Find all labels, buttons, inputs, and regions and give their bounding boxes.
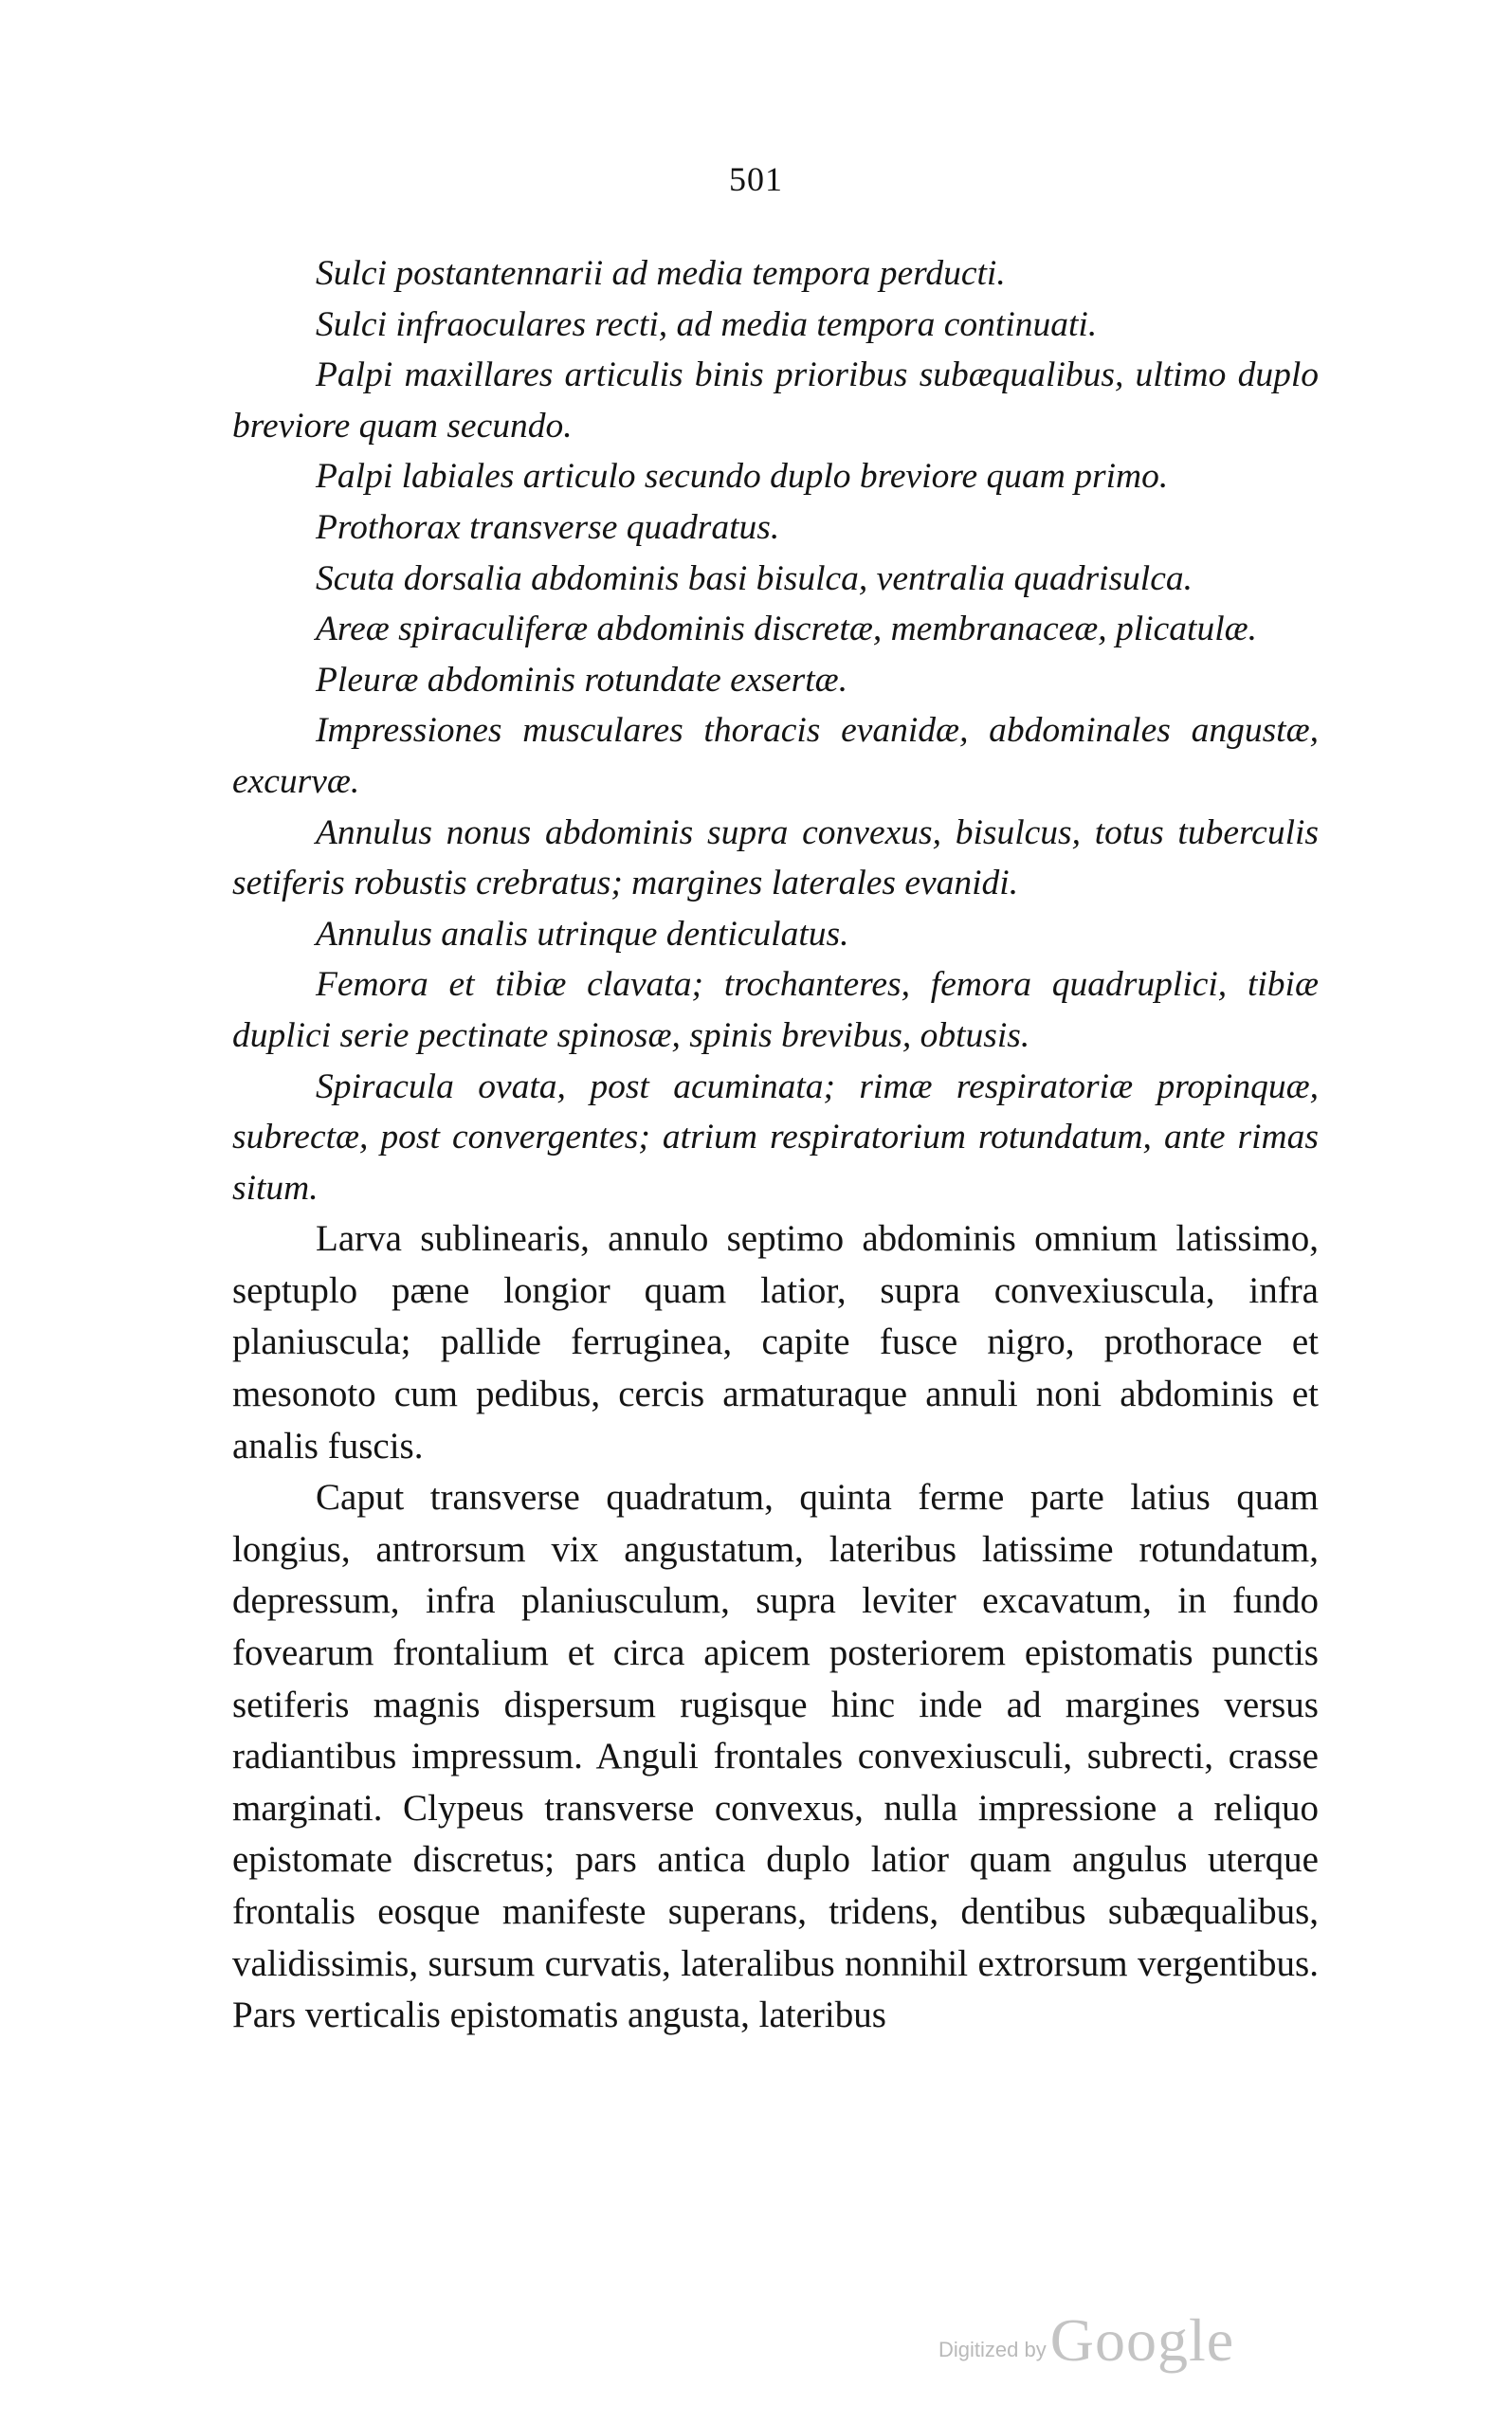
diagnosis-line: Areæ spiraculiferæ abdominis discretæ, membranaceæ, plicatulæ. xyxy=(316,610,1257,649)
diagnosis-line: Palpi maxillares articulis binis prioribus subæqualibus, ultimo duplo breviore quam secundo. xyxy=(232,355,1319,446)
google-logo: Google xyxy=(1049,2306,1235,2374)
diagnosis-line: Pleuræ abdominis rotundate exsertæ. xyxy=(316,660,848,700)
head-description-paragraph: Caput transverse quadratum, quinta ferme parte latius quam longius, antrorsum vix angustatum, lateribus latissime rotundatum, depressum, infra planiusculum, supra leviter excavatum, in fundo fovearum frontalium et circa apicem posteriorem epistomatis punctis setiferis magnis dispersum rugisque hinc inde ad margines versus radiantibus impressum. Anguli frontales convexiusculi, subrecti, crasse marginati. Clypeus transverse convexus, nulla impressione a reliquo epistomate discretus; pars antica duplo latior quam angulus uterque frontalis eosque manifeste superans, tridens, dentibus subæqualibus, validissimis, sursum curvatis, lateralibus nonnihil extrorsum vergentibus. Pars verticalis epistomatis angusta, lateribus xyxy=(232,1477,1319,2036)
watermark-prefix: Digitized by xyxy=(938,2338,1047,2361)
diagnosis-line: Palpi labiales articulo secundo duplo breviore quam primo. xyxy=(316,457,1169,497)
diagnosis-line: Annulus analis utrinque denticulatus. xyxy=(316,914,849,954)
diagnosis-line: Impressiones musculares thoracis evanidæ, abdominales angustæ, excurvæ. xyxy=(232,711,1319,801)
diagnosis-line: Annulus nonus abdominis supra convexus, bisulcus, totus tuberculis setiferis robustis crebratus; margines laterales evanidi. xyxy=(232,812,1319,903)
diagnosis-line: Femora et tibiæ clavata; trochanteres, femora quadruplici, tibiæ duplici serie pectinate spinosæ, spinis brevibus, obtusis. xyxy=(232,965,1319,1055)
diagnosis-line: Prothorax transverse quadratus. xyxy=(316,507,780,547)
diagnosis-line: Scuta dorsalia abdominis basi bisulca, ventralia quadrisulca. xyxy=(316,558,1193,598)
page-number: 501 xyxy=(729,160,783,198)
page-text xyxy=(232,248,1319,2042)
google-watermark xyxy=(938,2305,1234,2376)
diagnosis-line: Sulci infraoculares recti, ad media tempora continuati. xyxy=(316,304,1098,344)
diagnosis-line: Spiracula ovata, post acuminata; rimæ respiratoriæ propinquæ, subrectæ, post convergentes; atrium respiratorium rotundatum, ante rimas situm. xyxy=(232,1066,1319,1208)
diagnosis-line: Sulci postantennarii ad media tempora perducti. xyxy=(316,254,1006,293)
larva-description-paragraph: Larva sublinearis, annulo septimo abdominis omnium latissimo, septuplo pæne longior quam latior, supra convexiuscula, infra planiuscula; pallide ferruginea, capite fusce nigro, prothorace et mesonoto cum pedibus, cercis armaturaque annuli noni abdominis et analis fuscis. xyxy=(232,1218,1319,1467)
